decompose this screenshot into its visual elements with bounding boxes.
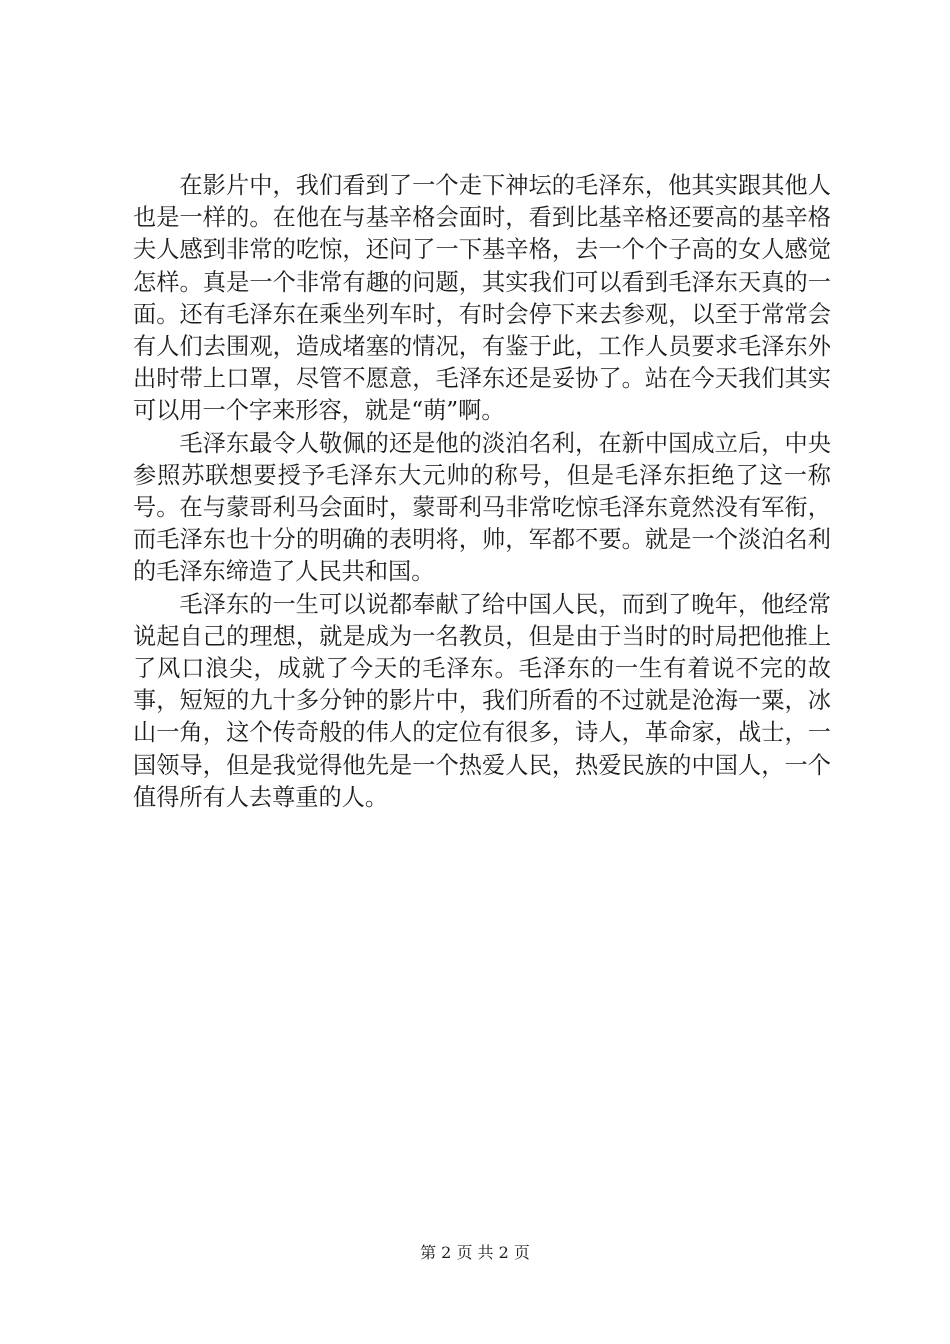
page-number-footer: 第 2 页 共 2 页 — [420, 1243, 530, 1262]
document-body — [133, 170, 831, 814]
paragraph: 毛泽东最令人敬佩的还是他的淡泊名利，在新中国成立后，中央参照苏联想要授予毛泽东大元帅的称号，但是毛泽东拒绝了这一称号。在与蒙哥利马会面时，蒙哥利马非常吃惊毛泽东竟然没有军衔，而毛泽东也十分的明确的表明将，帅，军都不要。就是一个淡泊名利的毛泽东缔造了人民共和国。 — [133, 429, 831, 586]
paragraph: 毛泽东的一生可以说都奉献了给中国人民，而到了晚年，他经常说起自己的理想，就是成为一名教员，但是由于当时的时局把他推上了风口浪尖，成就了今天的毛泽东。毛泽东的一生有着说不完的故事，短短的九十多分钟的影片中，我们所看的不过就是沧海一粟，冰山一角，这个传奇般的伟人的定位有很多，诗人，革命家，战士，一国领导，但是我觉得他先是一个热爱人民，热爱民族的中国人，一个值得所有人去尊重的人。 — [133, 590, 831, 811]
paragraph: 在影片中，我们看到了一个走下神坛的毛泽东，他其实跟其他人也是一样的。在他在与基辛格会面时，看到比基辛格还要高的基辛格夫人感到非常的吃惊，还问了一下基辛格，去一个个子高的女人感觉怎样。真是一个非常有趣的问题，其实我们可以看到毛泽东天真的一面。还有毛泽东在乘坐列车时，有时会停下来去参观，以至于常常会有人们去围观，造成堵塞的情况，有鉴于此，工作人员要求毛泽东外出时带上口罩，尽管不愿意，毛泽东还是妥协了。站在今天我们其实可以用一个字来形容，就是“萌”啊。 — [133, 172, 831, 425]
